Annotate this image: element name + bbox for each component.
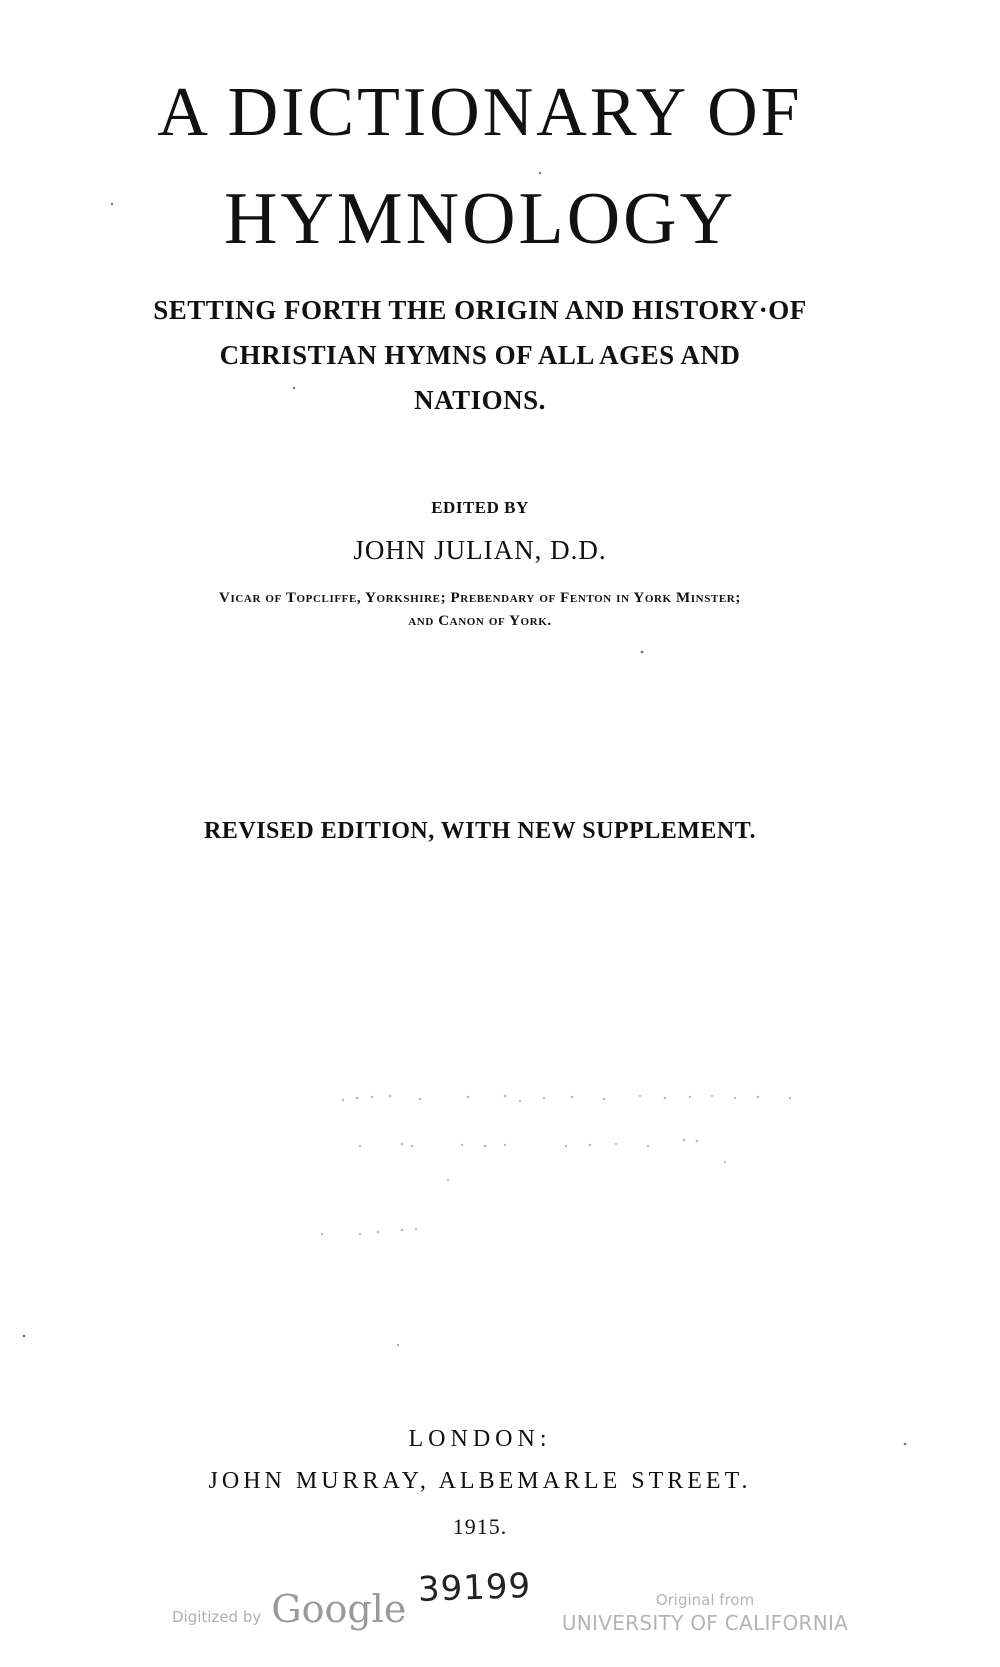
edition-statement: REVISED EDITION, WITH NEW SUPPLEMENT. <box>204 818 756 844</box>
subtitle <box>0 288 960 423</box>
digitized-by-label: Digitized by <box>172 1608 262 1626</box>
handwritten-accession-number: 39199 <box>417 1566 532 1610</box>
editor-name: JOHN JULIAN, D.D. <box>353 535 607 565</box>
subtitle-line-1: SETTING FORTH THE ORIGIN AND HISTORY·OF <box>153 295 807 325</box>
affiliation-line-2: and Canon of York. <box>408 613 552 629</box>
subtitle-line-2: CHRISTIAN HYMNS OF ALL AGES AND <box>219 340 741 370</box>
title-line-2: HYMNOLOGY <box>223 178 737 260</box>
subtitle-line-3: NATIONS. <box>414 385 546 415</box>
imprint-city: LONDON: <box>408 1426 552 1452</box>
imprint-publisher: JOHN MURRAY, ALBEMARLE STREET. <box>208 1468 752 1494</box>
google-logo: Google <box>271 1587 407 1631</box>
digitized-by-watermark <box>172 1587 406 1631</box>
imprint-year: 1915. <box>452 1514 508 1539</box>
editor-affiliation <box>0 587 960 633</box>
title-line-1: A DICTIONARY OF <box>157 74 803 151</box>
source-institution: UNIVERSITY OF CALIFORNIA <box>561 1611 849 1635</box>
original-from-watermark <box>560 1590 850 1636</box>
original-from-label: Original from <box>655 1591 755 1609</box>
affiliation-line-1: Vicar of Topcliffe, Yorkshire; Prebendary of Fenton in York Minster; <box>219 590 741 606</box>
edited-by-label: EDITED BY <box>431 498 529 517</box>
